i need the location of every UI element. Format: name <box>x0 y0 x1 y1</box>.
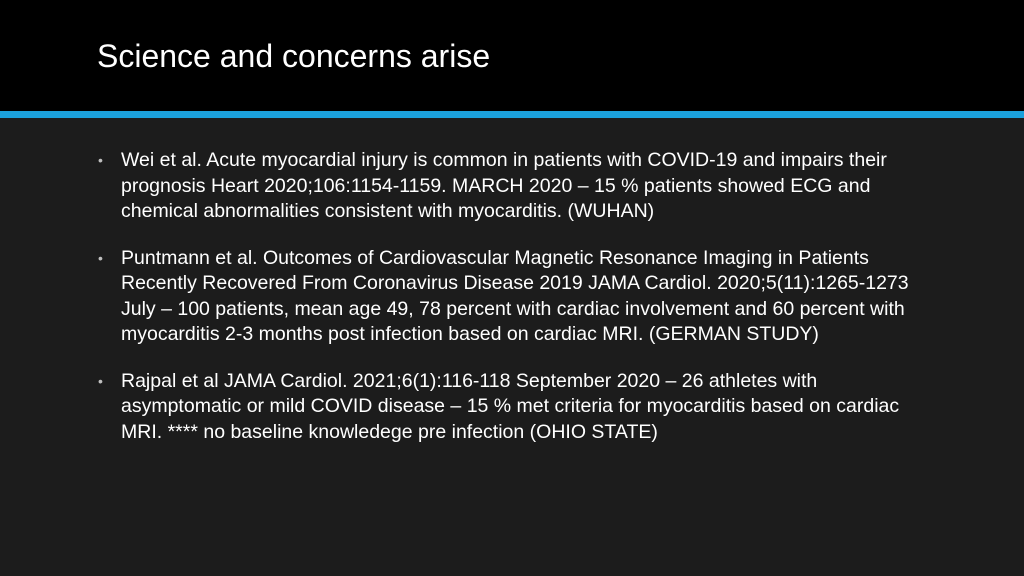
bullet-item-rajpal <box>98 369 910 446</box>
bullet-list <box>98 148 910 466</box>
bullet-marker: • <box>98 152 103 168</box>
bullet-item-puntmann <box>98 246 910 348</box>
bullet-item-wei <box>98 148 910 225</box>
slide-header <box>0 0 1024 111</box>
bullet-text: Puntmann et al. Outcomes of Cardiovascular Magnetic Resonance Imaging in Patients Recently Recovered From Coronavirus Disease 2019 JAMA Cardiol. 2020;5(11):1265-1273 July – 100 patients, mean age 49, 78 percent with cardiac involvement and 60 percent with myocarditis 2-3 months post infection based on cardiac MRI. (GERMAN STUDY) <box>121 246 909 345</box>
bullet-marker: • <box>98 249 103 266</box>
bullet-text: Wei et al. Acute myocardial injury is common in patients with COVID-19 and impairs their prognosis Heart 2020;106:1154-1159. MARCH 2020 – 15 % patients showed ECG and chemical abnormalities consistent with myocarditis. (WUHAN) <box>121 149 887 222</box>
bullet-text: Rajpal et al JAMA Cardiol. 2021;6(1):116-118 September 2020 – 26 athletes with asymptomatic or mild COVID disease – 15 % met criteria for myocarditis based on cardiac MRI. **** no baseline knowledege pre infection (OHIO STATE) <box>121 369 900 443</box>
accent-bar <box>0 111 1024 118</box>
slide-title: Science and concerns arise <box>97 38 491 74</box>
bullet-marker: • <box>98 372 103 389</box>
